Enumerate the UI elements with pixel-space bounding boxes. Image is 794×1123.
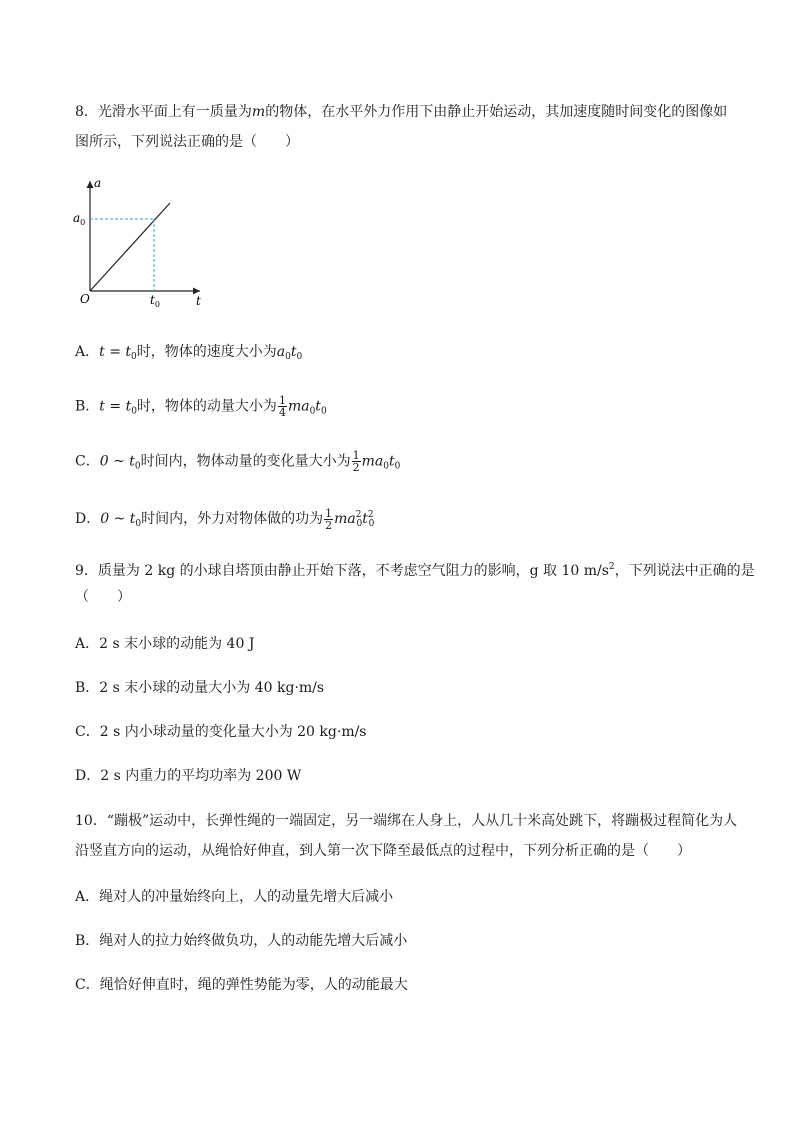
t0-tick-label: $t_0$ — [150, 293, 160, 309]
origin-label: O — [80, 292, 90, 306]
q8-option-c: C．0 ~ $t_0$时间内，物体动量的变化量大小为 $\frac{1}{2}$ $ma_0t_0$ — [75, 449, 401, 474]
q10-stem-line-1: 10．“蹦极”运动中，长弹性绳的一端固定，另一端绑在人身上，人从几十米高处跳下，将蹦极过程简化为人 — [75, 813, 738, 829]
q8-stem-text: 8．光滑水平面上有一质量为 — [75, 104, 252, 120]
q8-option-b: B．$t = t_0$时，物体的动量大小为 $\frac{1}{4}$ $ma_0t_0$ — [75, 394, 327, 419]
q8-option-d: D．0 ~ $t_0$时间内，外力对物体做的功为 $\frac{1}{2}$ $ma^2_0t^2_0$ — [75, 506, 375, 532]
q8-acceleration-time-graph — [70, 175, 210, 310]
q8-stem-line-2: 图所示，下列说法正确的是（ ） — [75, 134, 299, 150]
q9-option-a: A．2 s 末小球的动能为 40 J — [75, 636, 255, 652]
q10-option-c: C．绳恰好伸直时，绳的弹性势能为零，人的动能最大 — [75, 977, 408, 993]
fraction-one-quarter: $\frac{1}{4}$ — [278, 394, 286, 419]
q9-option-d: D．2 s 内重力的平均功率为 200 W — [75, 768, 302, 784]
fraction-one-half: $\frac{1}{2}$ — [325, 506, 333, 532]
fraction-one-half: $\frac{1}{2}$ — [352, 449, 360, 474]
y-axis-label: a — [94, 176, 102, 190]
a0-tick-label: $a_0$ — [73, 211, 86, 227]
q8-option-a: A．$t = t_0$时，物体的速度大小为$a_0t_0$ — [75, 344, 303, 362]
q9-stem-line-1: 9．质量为 2 kg 的小球自塔顶由静止开始下落，不考虑空气阻力的影响，g 取 10 $m/s^2$，下列说法中正确的是 — [75, 562, 755, 579]
x-axis-label: t — [196, 294, 201, 308]
q10-stem-line-2: 沿竖直方向的运动，从绳恰好伸直，到人第一次下降至最低点的过程中，下列分析正确的是（ ） — [75, 843, 691, 859]
q9-option-c: C．2 s 内小球动量的变化量大小为 20 kg·m/s — [75, 724, 367, 740]
acceleration-line — [90, 203, 170, 291]
q8-stem-line-1 — [75, 102, 727, 122]
q9-stem-line-2: （ ） — [75, 589, 131, 605]
q9-option-b: B．2 s 末小球的动量大小为 40 kg·m/s — [75, 680, 325, 696]
q8-stem-text-b: 的物体，在水平外力作用下由静止开始运动，其加速度随时间变化的图像如 — [265, 104, 728, 120]
q10-option-a: A．绳对人的冲量始终向上，人的动量先增大后减小 — [75, 889, 394, 905]
q8-var-m: m — [251, 104, 266, 120]
q10-option-b: B．绳对人的拉力始终做负功，人的动能先增大后减小 — [75, 933, 408, 949]
